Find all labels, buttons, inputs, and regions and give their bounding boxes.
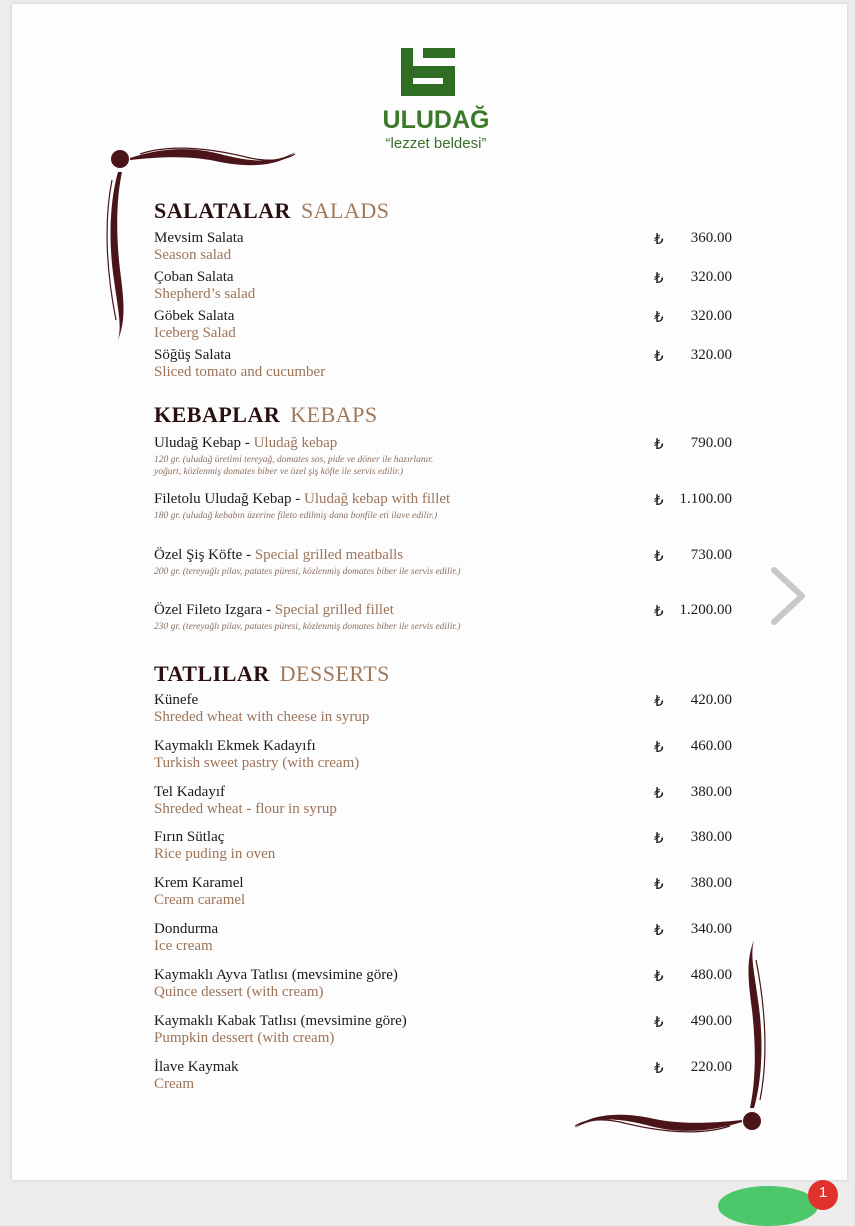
item-name: Uludağ Kebap xyxy=(154,435,242,451)
item-name: Kaymaklı Ekmek Kadayıfı xyxy=(154,738,316,754)
menu-item xyxy=(154,692,734,726)
item-name-line: Filetolu Uludağ Kebap - Uludağ kebap with fillet xyxy=(154,491,451,507)
price-amount: 460.00 xyxy=(690,738,732,754)
price-amount: 320.00 xyxy=(690,269,732,285)
section-kebaps xyxy=(154,402,754,632)
price-amount: 1.200.00 xyxy=(679,602,732,618)
price-amount: 340.00 xyxy=(690,921,732,937)
item-description: 230 gr. (tereyağlı pilav, patates püresi, közlenmiş domates biber ile servis edilir.) xyxy=(154,622,461,632)
section-title xyxy=(154,661,754,687)
currency-symbol: ₺ xyxy=(654,549,664,565)
item-description: 120 gr. (uludağ üretimi tereyağ, domates sos, pide ve döner ile hazırlanır. xyxy=(154,455,434,465)
item-name: Özel Şiş Köfte xyxy=(154,547,243,563)
menu-item xyxy=(154,1059,734,1093)
price-amount: 380.00 xyxy=(690,784,732,800)
chevron-right-icon[interactable] xyxy=(768,566,808,626)
item-name-en: Cream caramel xyxy=(154,892,246,908)
currency-symbol: ₺ xyxy=(654,232,664,248)
brand-logo xyxy=(366,46,506,156)
currency-symbol: ₺ xyxy=(654,969,664,985)
currency-symbol: ₺ xyxy=(654,786,664,802)
item-name-en: Season salad xyxy=(154,247,232,263)
section-title-tr: SALATALAR xyxy=(154,198,291,223)
item-name-en: Rice puding in oven xyxy=(154,846,276,862)
item-name: Özel Fileto Izgara xyxy=(154,602,263,618)
price-amount: 490.00 xyxy=(690,1013,732,1029)
price-amount: 790.00 xyxy=(690,435,732,451)
currency-symbol: ₺ xyxy=(654,923,664,939)
item-name-en: Turkish sweet pastry (with cream) xyxy=(154,755,360,771)
item-name: Çoban Salata xyxy=(154,269,234,285)
floating-action-button[interactable] xyxy=(718,1186,818,1226)
currency-symbol: ₺ xyxy=(654,310,664,326)
item-name-line: Özel Şiş Köfte - Special grilled meatballs xyxy=(154,547,404,563)
currency-symbol: ₺ xyxy=(654,831,664,847)
item-name: İlave Kaymak xyxy=(154,1059,239,1075)
item-name-en: Special grilled meatballs xyxy=(254,547,404,563)
menu-item xyxy=(154,921,734,955)
section-title-tr: KEBAPLAR xyxy=(154,402,281,427)
menu-item xyxy=(154,602,734,633)
section-salads xyxy=(154,198,754,380)
item-name: Söğüş Salata xyxy=(154,347,232,363)
item-name-en: Pumpkin dessert (with cream) xyxy=(154,1030,335,1046)
item-name-en: Uludağ kebap xyxy=(253,435,338,451)
price-amount: 730.00 xyxy=(690,547,732,563)
brand-name: ULUDAĞ xyxy=(382,106,490,134)
item-name: Fırın Sütlaç xyxy=(154,829,225,845)
menu-item xyxy=(154,547,734,578)
item-name: Krem Karamel xyxy=(154,875,244,891)
menu-item xyxy=(154,269,734,303)
item-name-en: Ice cream xyxy=(154,938,213,954)
item-name: Tel Kadayıf xyxy=(154,784,226,800)
item-description: 180 gr. (uludağ kebabın üzerine fileto edilmiş dana bonfile eti ilave edilir.) xyxy=(154,511,438,521)
item-name-en: Shreded wheat with cheese in syrup xyxy=(154,709,370,725)
currency-symbol: ₺ xyxy=(654,1015,664,1031)
item-name-en: Quince dessert (with cream) xyxy=(154,984,324,1000)
price-amount: 380.00 xyxy=(690,829,732,845)
price-amount: 380.00 xyxy=(690,875,732,891)
item-name-line: Uludağ Kebap - Uludağ kebap xyxy=(154,435,338,451)
item-name: Filetolu Uludağ Kebap xyxy=(154,491,292,507)
item-name-en: Special grilled fillet xyxy=(274,602,394,618)
currency-symbol: ₺ xyxy=(654,437,664,453)
menu-item xyxy=(154,491,734,522)
section-title xyxy=(154,198,754,224)
price-amount: 320.00 xyxy=(690,308,732,324)
notification-badge: 1 xyxy=(808,1180,838,1210)
currency-symbol: ₺ xyxy=(654,877,664,893)
price-amount: 360.00 xyxy=(690,230,732,246)
menu-item xyxy=(154,347,734,381)
currency-symbol: ₺ xyxy=(654,694,664,710)
menu-item xyxy=(154,435,734,478)
item-name-line: Özel Fileto Izgara - Special grilled fillet xyxy=(154,602,394,618)
price-amount: 220.00 xyxy=(690,1059,732,1075)
item-name-en: Iceberg Salad xyxy=(154,325,236,341)
menu-item xyxy=(154,308,734,342)
item-description: yoğurt, közlenmiş domates biber ve özel şiş köfte ile servis edilir.) xyxy=(154,467,404,477)
price-amount: 320.00 xyxy=(690,347,732,363)
section-title-en: KEBAPS xyxy=(290,402,378,427)
price-amount: 420.00 xyxy=(690,692,732,708)
menu-item xyxy=(154,784,734,818)
price-amount: 1.100.00 xyxy=(679,491,732,507)
currency-symbol: ₺ xyxy=(654,271,664,287)
item-description: 200 gr. (tereyağlı pilav, patates püresi, közlenmiş domates biber ile servis edilir.) xyxy=(154,567,461,577)
item-name-en: Shreded wheat - flour in syrup xyxy=(154,801,337,817)
currency-symbol: ₺ xyxy=(654,604,664,620)
item-name: Kaymaklı Kabak Tatlısı (mevsimine göre) xyxy=(154,1013,407,1029)
menu-item xyxy=(154,829,734,863)
section-title-en: DESSERTS xyxy=(279,661,390,686)
item-name-en: Sliced tomato and cucumber xyxy=(154,364,326,380)
menu-item xyxy=(154,875,734,909)
item-name: Mevsim Salata xyxy=(154,230,244,246)
item-name: Kaymaklı Ayva Tatlısı (mevsimine göre) xyxy=(154,967,398,983)
item-name: Künefe xyxy=(154,692,199,708)
section-title-tr: TATLILAR xyxy=(154,661,270,686)
price-amount: 480.00 xyxy=(690,967,732,983)
menu-item xyxy=(154,230,734,264)
item-name: Dondurma xyxy=(154,921,219,937)
currency-symbol: ₺ xyxy=(654,349,664,365)
item-name-en: Shepherd’s salad xyxy=(154,286,256,302)
logo-mark-icon xyxy=(366,46,506,106)
item-name: Göbek Salata xyxy=(154,308,235,324)
currency-symbol: ₺ xyxy=(654,1061,664,1077)
brand-tagline: “lezzet beldesi” xyxy=(385,135,487,152)
menu-item xyxy=(154,738,734,772)
section-desserts xyxy=(154,661,754,1092)
currency-symbol: ₺ xyxy=(654,493,664,509)
item-name-en: Cream xyxy=(154,1076,194,1092)
item-name-en: Uludağ kebap with fillet xyxy=(303,491,451,507)
section-title xyxy=(154,402,754,428)
currency-symbol: ₺ xyxy=(654,740,664,756)
menu-item xyxy=(154,967,734,1001)
section-title-en: SALADS xyxy=(300,198,390,223)
menu-item xyxy=(154,1013,734,1047)
